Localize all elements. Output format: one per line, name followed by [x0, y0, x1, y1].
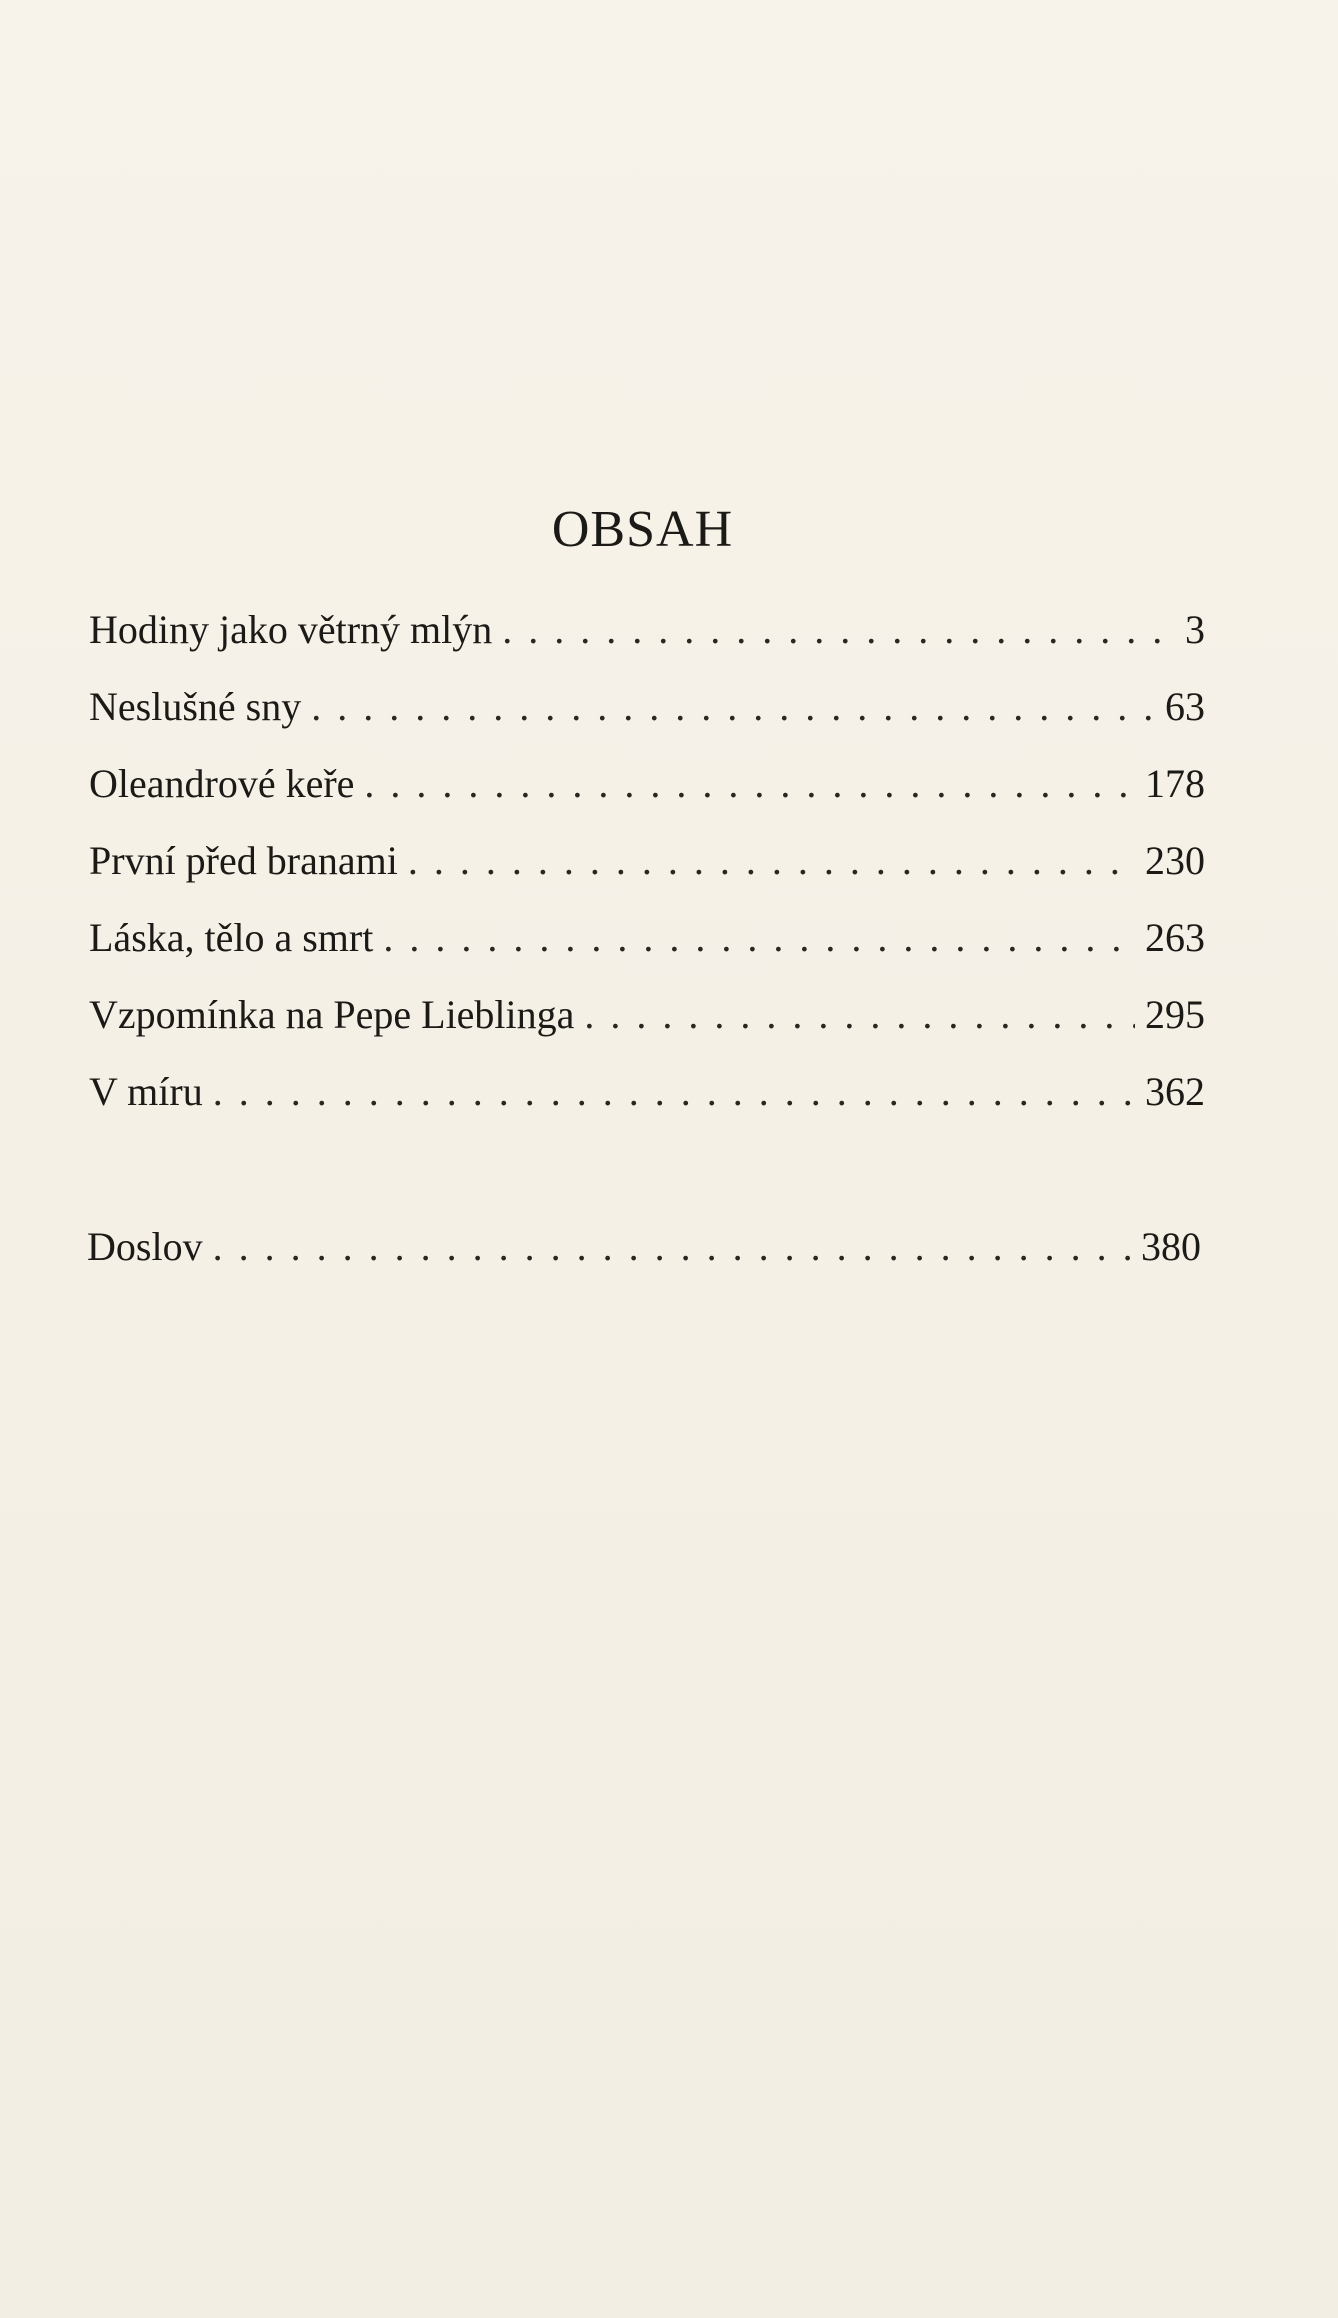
dot-leader — [311, 682, 1155, 732]
toc-entry-page: 362 — [1145, 1069, 1205, 1114]
toc-entry-afterword — [87, 1222, 1201, 1272]
toc-entry — [89, 990, 1205, 1040]
toc-entry — [89, 1067, 1205, 1117]
toc-entry-title: Neslušné sny — [89, 684, 302, 729]
toc-entry-title: Doslov — [87, 1224, 203, 1269]
dot-leader — [502, 605, 1165, 655]
toc-entry-title: Vzpomínka na Pepe Lieblinga — [89, 992, 575, 1037]
toc-entry — [89, 836, 1205, 886]
dot-leader — [213, 1222, 1131, 1272]
toc-entry-page: 3 — [1185, 607, 1205, 652]
toc-entry-page: 178 — [1145, 761, 1205, 806]
toc-entry-title: Láska, tělo a smrt — [89, 915, 374, 960]
toc-entry-page: 295 — [1145, 992, 1205, 1037]
toc-entry-title: Oleandrové keře — [89, 761, 355, 806]
toc-entry — [89, 759, 1205, 809]
dot-leader — [408, 836, 1135, 886]
dot-leader — [383, 913, 1135, 963]
toc-entry-title: V míru — [89, 1069, 203, 1114]
dot-leader — [213, 1067, 1135, 1117]
toc-heading: OBSAH — [551, 501, 734, 558]
toc-entry-page: 263 — [1145, 915, 1205, 960]
toc-entry-page: 380 — [1141, 1224, 1201, 1269]
toc-entry-page: 63 — [1165, 684, 1205, 729]
dot-leader — [584, 990, 1135, 1040]
toc-entry-title: Hodiny jako větrný mlýn — [89, 607, 493, 652]
toc-entry — [89, 913, 1205, 963]
dot-leader — [364, 759, 1135, 809]
toc-entry — [89, 682, 1205, 732]
toc-entry — [89, 605, 1205, 655]
toc-entry-page: 230 — [1145, 838, 1205, 883]
toc-entry-title: První před branami — [89, 838, 398, 883]
